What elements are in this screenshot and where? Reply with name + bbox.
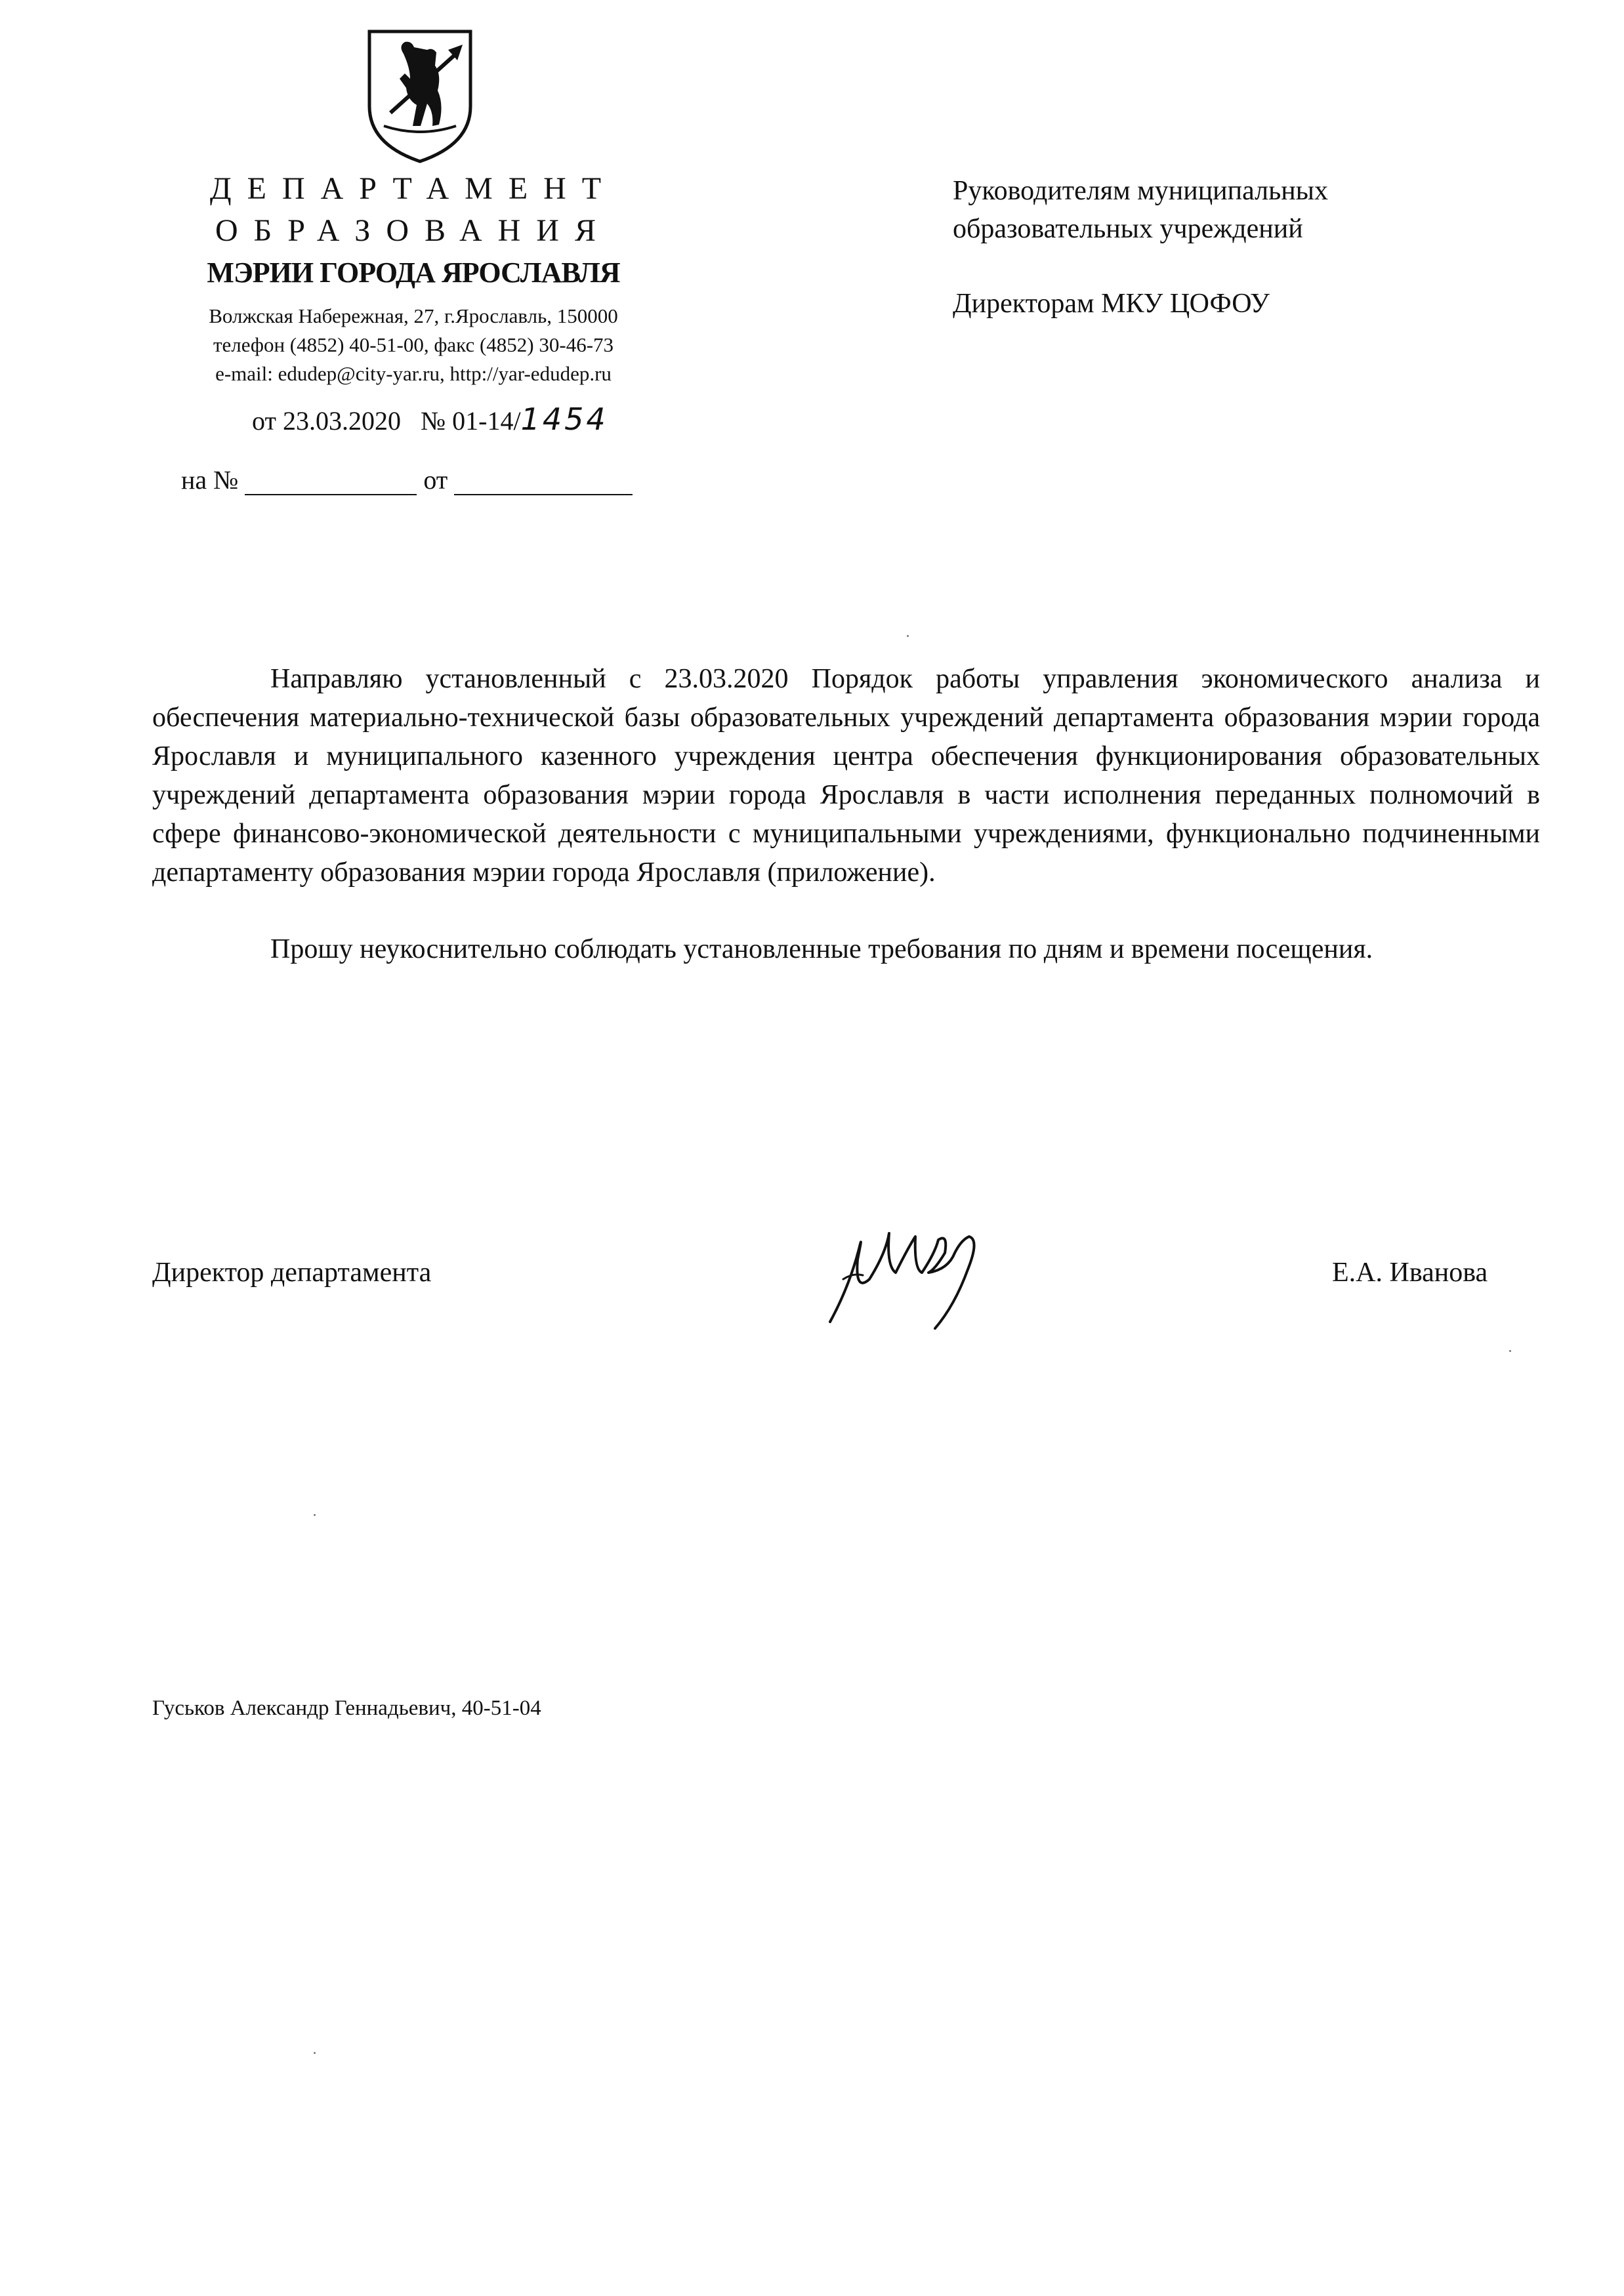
reference-number-label: на № <box>181 465 239 495</box>
signatory-name: Е.А. Иванова <box>1332 1258 1488 1288</box>
body-paragraph-2: Прошу неукоснительно соблюдать установленные требования по дням и времени посещения. <box>270 934 1373 964</box>
reference-number-blank <box>245 470 417 495</box>
scan-speck <box>1509 1350 1511 1352</box>
letterhead-contacts <box>157 302 669 388</box>
outgoing-date: 23.03.2020 <box>282 406 401 436</box>
addressee-line-1: Руководителям муниципальных <box>953 176 1328 206</box>
scan-speck <box>314 2052 316 2054</box>
addressee-block <box>953 172 1543 323</box>
signatory-title: Директор департамента <box>152 1258 432 1288</box>
letter-body <box>152 660 1540 969</box>
number-prefix: № 01-14/ <box>420 406 521 436</box>
executor-contact: Гуськов Александр Геннадьевич, 40-51-04 <box>152 1696 541 1720</box>
reference-date-label: от <box>423 465 448 495</box>
scan-speck <box>314 1514 316 1516</box>
letterhead-city-hall: МЭРИИ ГОРОДА ЯРОСЛАВЛЯ <box>207 256 620 289</box>
letterhead-address: Волжская Набережная, 27, г.Ярославль, 150000 <box>209 304 618 327</box>
reference-line <box>181 464 633 495</box>
letterhead-department: ДЕПАРТАМЕНТ <box>209 171 617 206</box>
letterhead-email: e-mail: edudep@city-yar.ru, http://yar-edudep.ru <box>215 362 612 385</box>
date-prefix: от <box>252 406 276 436</box>
handwritten-number: 1454 <box>520 401 608 437</box>
scan-speck <box>907 635 909 637</box>
yaroslavl-bear-emblem-icon <box>364 28 476 165</box>
addressee-line-2: образовательных учреждений <box>953 214 1303 244</box>
letterhead-block <box>151 168 676 294</box>
letterhead-phone: телефон (4852) 40-51-00, факс (4852) 30-46-73 <box>213 333 614 356</box>
addressee-line-3: Директорам МКУ ЦОФОУ <box>953 289 1270 319</box>
reference-date-blank <box>454 470 633 495</box>
body-paragraph-1: Направляю установленный с 23.03.2020 Порядок работы управления экономического анализа и обеспечения материально-технической базы образовательных учреждений департамента образования мэрии города Ярославля и муниципального казенного учреждения центра обеспечения функционирования образовательных учреждений департамента образования мэрии города Ярославля в части исполнения переданных полномочий в сфере финансово-экономической деятельности с муниципальными учреждениями, функционально подчиненными департаменту образования мэрии города Ярославля (приложение). <box>152 664 1540 888</box>
handwritten-signature-icon <box>823 1207 994 1332</box>
letterhead-education: ОБРАЗОВАНИЯ <box>215 213 612 248</box>
outgoing-date-number <box>252 401 608 437</box>
